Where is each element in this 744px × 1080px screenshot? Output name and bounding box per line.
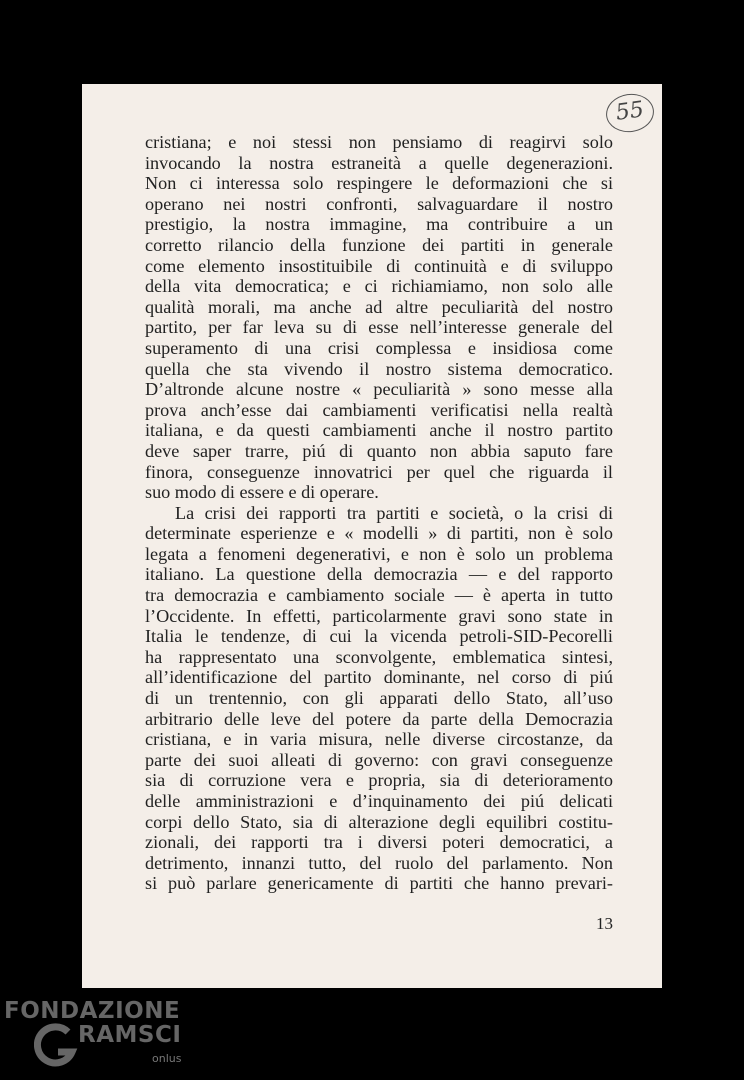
text-line: superamento di una crisi complessa e insidiosa come xyxy=(145,337,613,358)
logo-line-1: FONDAZIONE xyxy=(4,998,181,1024)
text-line: delle amministrazioni e d’inquinamento dei piú delicati xyxy=(145,791,613,811)
text-line: invocando la nostra estraneità a quelle degenerazioni. xyxy=(145,152,613,173)
text-line: arbitrario delle leve del potere da parte della Democrazia xyxy=(145,708,613,729)
text-line: corretto rilancio della funzione dei partiti in generale xyxy=(145,234,613,255)
text-line: D’altronde alcune nostre « peculiarità » sono messe alla xyxy=(145,379,613,400)
text-line: detrimento, innanzi tutto, del ruolo del parlamento. Non xyxy=(145,852,613,873)
text-line: Italia le tendenze, di cui la vicenda petroli-SID-Pecorelli xyxy=(145,626,613,647)
text-line: prestigio, la nostra immagine, ma contribuire a un xyxy=(145,214,613,235)
text-line: della vita democratica; e ci richiamiamo, non solo alle xyxy=(145,276,613,297)
text-line: suo modo di essere e di operare. xyxy=(145,482,379,503)
fondazione-gramsci-logo xyxy=(4,998,194,1078)
text-line: cristiana; e noi stessi non pensiamo di reagirvi solo xyxy=(145,132,613,152)
text-line: di un trentennio, con gli apparati dello Stato, all’uso xyxy=(145,688,613,709)
logo-g-icon xyxy=(34,1022,78,1070)
page-number: 13 xyxy=(596,914,613,933)
body-text xyxy=(145,132,613,894)
text-line: quella che sta vivendo il nostro sistema democratico. xyxy=(145,358,613,379)
text-line: ha rappresentato una sconvolgente, emblematica sintesi, xyxy=(145,646,613,667)
text-line: legata a fenomeni degenerativi, e non è solo un problema xyxy=(145,543,613,564)
text-line: Non ci interessa solo respingere le deformazioni che si xyxy=(145,173,613,194)
text-line: come elemento insostituibile di continuità e di sviluppo xyxy=(145,255,613,276)
handwritten-page-annotation: 55 xyxy=(604,91,657,135)
text-line: determinate esperienze e « modelli » di partiti, non è solo xyxy=(145,523,613,544)
text-line: l’Occidente. In effetti, particolarmente gravi sono state in xyxy=(145,605,613,626)
text-line: all’identificazione del partito dominante, nel corso di piú xyxy=(145,667,613,688)
text-line: La crisi dei rapporti tra partiti e società, o la crisi di xyxy=(175,502,613,523)
text-line: italiana, e da questi cambiamenti anche il nostro partito xyxy=(145,420,613,441)
text-line: corpi dello Stato, sia di alterazione degli equilibri costitu- xyxy=(145,811,613,832)
text-line: si può parlare genericamente di partiti che hanno prevari- xyxy=(145,873,613,894)
text-line: deve saper trarre, piú di quanto non abbia saputo fare xyxy=(145,440,613,461)
text-line: zionali, dei rapporti tra i diversi poteri democratici, a xyxy=(145,832,613,853)
logo-line-2: RAMSCI xyxy=(78,1022,182,1048)
logo-subtitle: onlus xyxy=(152,1052,182,1065)
text-line: qualità morali, ma anche ad altre peculiarità del nostro xyxy=(145,296,613,317)
text-line: parte dei suoi alleati di governo: con gravi conseguenze xyxy=(145,749,613,770)
text-line: partito, per far leva su di esse nell’interesse generale del xyxy=(145,317,613,338)
text-line: cristiana, e in varia misura, nelle diverse circostanze, da xyxy=(145,729,613,750)
text-line: finora, conseguenze innovatrici per quel che riguarda il xyxy=(145,461,613,482)
text-line: tra democrazia e cambiamento sociale — è aperta in tutto xyxy=(145,585,613,606)
text-line: italiano. La questione della democrazia — e del rapporto xyxy=(145,564,613,585)
text-line: sia di corruzione vera e propria, sia di deterioramento xyxy=(145,770,613,791)
text-line: prova anch’esse dai cambiamenti verificatisi nella realtà xyxy=(145,399,613,420)
text-line: operano nei nostri confronti, salvaguardare il nostro xyxy=(145,193,613,214)
